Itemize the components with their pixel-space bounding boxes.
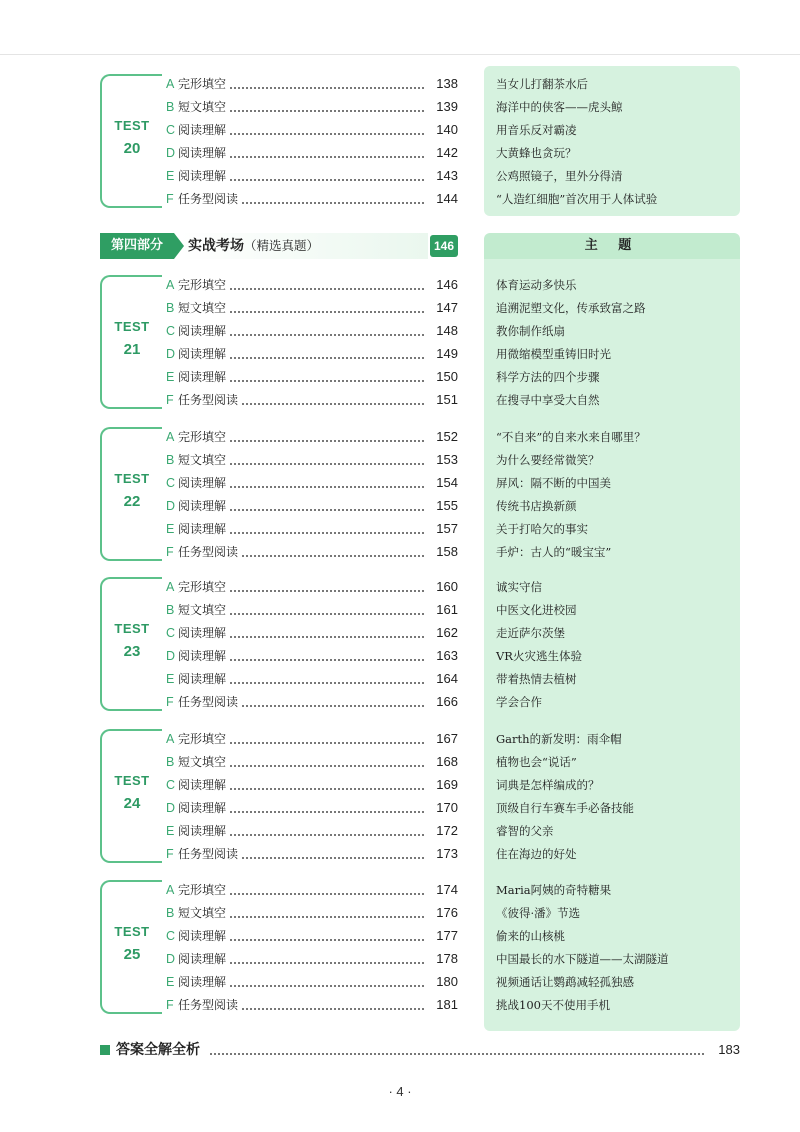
row-title: 完形填空 bbox=[178, 427, 228, 447]
toc-row[interactable] bbox=[166, 450, 458, 470]
leader-dots bbox=[226, 985, 424, 987]
leader-dots bbox=[226, 765, 424, 767]
answer-title: 答案全解全析 bbox=[116, 1040, 204, 1060]
topic-item: 用音乐反对霸凌 bbox=[496, 123, 577, 137]
row-page: 160 bbox=[436, 579, 458, 594]
row-letter: D bbox=[166, 499, 176, 513]
toc-row[interactable] bbox=[166, 390, 458, 410]
toc-row[interactable] bbox=[166, 669, 458, 689]
leader-dots bbox=[226, 509, 424, 511]
row-page: 142 bbox=[436, 145, 458, 160]
leader-dots bbox=[226, 1008, 424, 1010]
row-title: 完形填空 bbox=[178, 275, 228, 295]
toc-row[interactable] bbox=[166, 542, 458, 562]
row-title: 阅读理解 bbox=[178, 367, 228, 387]
row-page: 168 bbox=[436, 754, 458, 769]
test-number: 21 bbox=[123, 341, 141, 358]
topic-item: 《彼得·潘》节选 bbox=[496, 906, 581, 920]
leader-dots bbox=[226, 916, 424, 918]
toc-row[interactable] bbox=[166, 949, 458, 969]
toc-row[interactable] bbox=[166, 844, 458, 864]
row-letter: D bbox=[166, 952, 176, 966]
leader-dots bbox=[226, 788, 424, 790]
topic-item: 带着热情去植树 bbox=[496, 672, 577, 686]
row-letter: D bbox=[166, 649, 176, 663]
row-title: 短文填空 bbox=[178, 600, 228, 620]
row-letter: C bbox=[166, 626, 176, 640]
toc-row[interactable] bbox=[166, 752, 458, 772]
row-page: 180 bbox=[436, 974, 458, 989]
row-page: 161 bbox=[436, 602, 458, 617]
row-title: 阅读理解 bbox=[178, 344, 228, 364]
part-title bbox=[188, 233, 319, 259]
toc-row[interactable] bbox=[166, 577, 458, 597]
toc-row[interactable] bbox=[166, 74, 458, 94]
leader-dots bbox=[226, 659, 424, 661]
topic-item: 睿智的父亲 bbox=[496, 824, 554, 838]
row-title: 完形填空 bbox=[178, 880, 228, 900]
leader-dots bbox=[226, 440, 424, 442]
row-title: 任务型阅读 bbox=[178, 995, 240, 1015]
leader-dots bbox=[226, 486, 424, 488]
leader-dots bbox=[226, 893, 424, 895]
test-tab bbox=[100, 427, 162, 561]
leader-dots bbox=[226, 156, 424, 158]
toc-row[interactable] bbox=[166, 600, 458, 620]
test-tab bbox=[100, 880, 162, 1014]
row-page: 173 bbox=[436, 846, 458, 861]
test-number: 24 bbox=[123, 795, 141, 812]
row-title: 阅读理解 bbox=[178, 798, 228, 818]
leader-dots bbox=[226, 87, 424, 89]
theme-header: 主 题 bbox=[484, 233, 740, 259]
row-title: 阅读理解 bbox=[178, 496, 228, 516]
topic-item: 植物也会“说话” bbox=[496, 755, 577, 769]
leader-dots bbox=[226, 962, 424, 964]
toc-row[interactable] bbox=[166, 995, 458, 1015]
toc-row[interactable] bbox=[166, 880, 458, 900]
row-title: 任务型阅读 bbox=[178, 844, 240, 864]
row-page: 166 bbox=[436, 694, 458, 709]
leader-dots bbox=[226, 834, 424, 836]
row-title: 完形填空 bbox=[178, 577, 228, 597]
row-letter: A bbox=[166, 580, 175, 594]
leader-dots bbox=[226, 590, 424, 592]
leader-dots bbox=[226, 133, 424, 135]
toc-row[interactable] bbox=[166, 692, 458, 712]
test-label: TEST bbox=[114, 621, 150, 636]
row-letter: A bbox=[166, 77, 175, 91]
row-title: 阅读理解 bbox=[178, 143, 228, 163]
row-page: 157 bbox=[436, 521, 458, 536]
topic-item: “人造红细胞”首次用于人体试验 bbox=[496, 192, 658, 206]
topic-item: 海洋中的侠客——虎头鲸 bbox=[496, 100, 623, 114]
row-letter: A bbox=[166, 883, 175, 897]
topic-item: VR火灾逃生体验 bbox=[496, 649, 582, 663]
row-title: 任务型阅读 bbox=[178, 390, 240, 410]
toc-row[interactable] bbox=[166, 496, 458, 516]
test-label: TEST bbox=[114, 319, 150, 334]
leader-dots bbox=[226, 811, 424, 813]
toc-row[interactable] bbox=[166, 97, 458, 117]
topic-item: 为什么要经常微笑？ bbox=[496, 453, 600, 467]
topic-item: 公鸡照镜子，里外分得清 bbox=[496, 169, 623, 183]
leader-dots bbox=[226, 857, 424, 859]
row-page: 163 bbox=[436, 648, 458, 663]
row-title: 短文填空 bbox=[178, 97, 228, 117]
topic-item: 中医文化进校园 bbox=[496, 603, 577, 617]
row-page: 167 bbox=[436, 731, 458, 746]
row-letter: B bbox=[166, 906, 175, 920]
test-tab bbox=[100, 74, 162, 208]
row-title: 阅读理解 bbox=[178, 972, 228, 992]
row-title: 阅读理解 bbox=[178, 926, 228, 946]
part-page: 146 bbox=[430, 235, 458, 257]
row-page: 147 bbox=[436, 300, 458, 315]
topic-item: Garth的新发明：雨伞帽 bbox=[496, 732, 622, 746]
toc-row[interactable] bbox=[166, 427, 458, 447]
row-letter: A bbox=[166, 430, 175, 444]
test-tab bbox=[100, 275, 162, 409]
row-letter: E bbox=[166, 169, 175, 183]
toc-row[interactable] bbox=[166, 903, 458, 923]
row-letter: E bbox=[166, 672, 175, 686]
toc-row[interactable] bbox=[166, 321, 458, 341]
row-page: 181 bbox=[436, 997, 458, 1012]
leader-dots bbox=[226, 403, 424, 405]
topic-item: 在搜寻中享受大自然 bbox=[496, 393, 600, 407]
square-bullet-icon bbox=[100, 1045, 110, 1055]
topic-item: 诚实守信 bbox=[496, 580, 542, 594]
topic-item: 体育运动多快乐 bbox=[496, 278, 577, 292]
row-page: 174 bbox=[436, 882, 458, 897]
row-title: 阅读理解 bbox=[178, 519, 228, 539]
leader-dots bbox=[226, 110, 424, 112]
row-letter: E bbox=[166, 824, 175, 838]
topic-item: 词典是怎样编成的？ bbox=[496, 778, 600, 792]
leader-dots bbox=[226, 939, 424, 941]
row-page: 148 bbox=[436, 323, 458, 338]
row-title: 阅读理解 bbox=[178, 949, 228, 969]
row-letter: C bbox=[166, 778, 176, 792]
row-title: 短文填空 bbox=[178, 903, 228, 923]
row-letter: E bbox=[166, 522, 175, 536]
row-letter: E bbox=[166, 370, 175, 384]
row-title: 阅读理解 bbox=[178, 120, 228, 140]
topic-item: 手炉：古人的“暖宝宝” bbox=[496, 545, 612, 559]
leader-dots bbox=[226, 179, 424, 181]
row-page: 172 bbox=[436, 823, 458, 838]
leader-dots bbox=[226, 636, 424, 638]
row-title: 阅读理解 bbox=[178, 669, 228, 689]
test-label: TEST bbox=[114, 773, 150, 788]
leader-dots bbox=[226, 532, 424, 534]
toc-row[interactable] bbox=[166, 298, 458, 318]
row-page: 138 bbox=[436, 76, 458, 91]
row-title: 阅读理解 bbox=[178, 321, 228, 341]
row-title: 阅读理解 bbox=[178, 473, 228, 493]
leader-dots bbox=[210, 1053, 704, 1055]
topic-item: 科学方法的四个步骤 bbox=[496, 370, 600, 384]
row-page: 164 bbox=[436, 671, 458, 686]
row-letter: C bbox=[166, 324, 176, 338]
row-letter: B bbox=[166, 301, 175, 315]
leader-dots bbox=[226, 334, 424, 336]
row-letter: B bbox=[166, 755, 175, 769]
test-label: TEST bbox=[114, 924, 150, 939]
row-page: 139 bbox=[436, 99, 458, 114]
row-letter: B bbox=[166, 100, 175, 114]
row-letter: F bbox=[166, 545, 174, 559]
row-page: 178 bbox=[436, 951, 458, 966]
topic-item: 用微缩模型重铸旧时光 bbox=[496, 347, 611, 361]
row-letter: E bbox=[166, 975, 175, 989]
topic-item: 当女儿打翻茶水后 bbox=[496, 77, 588, 91]
toc-row[interactable] bbox=[166, 646, 458, 666]
row-page: 149 bbox=[436, 346, 458, 361]
topic-item: 传统书店换新颜 bbox=[496, 499, 577, 513]
toc-row[interactable] bbox=[166, 344, 458, 364]
toc-row[interactable] bbox=[166, 775, 458, 795]
row-title: 任务型阅读 bbox=[178, 189, 240, 209]
topic-item: 挑战100天不使用手机 bbox=[496, 998, 610, 1012]
row-letter: C bbox=[166, 929, 176, 943]
row-letter: B bbox=[166, 603, 175, 617]
leader-dots bbox=[226, 311, 424, 313]
topic-item: 关于打哈欠的事实 bbox=[496, 522, 588, 536]
test-tab bbox=[100, 577, 162, 711]
part-subtitle: （精选真题） bbox=[244, 238, 320, 253]
row-letter: B bbox=[166, 453, 175, 467]
answer-page: 183 bbox=[718, 1042, 740, 1057]
leader-dots bbox=[226, 288, 424, 290]
row-title: 短文填空 bbox=[178, 752, 228, 772]
topic-item: 追溯泥塑文化，传承致富之路 bbox=[496, 301, 646, 315]
answer-section-row[interactable] bbox=[100, 1040, 740, 1060]
topic-item: Maria阿姨的奇特糖果 bbox=[496, 883, 612, 897]
test-label: TEST bbox=[114, 471, 150, 486]
row-title: 完形填空 bbox=[178, 729, 228, 749]
part-label: 第四部分 bbox=[100, 233, 174, 259]
row-title: 阅读理解 bbox=[178, 166, 228, 186]
leader-dots bbox=[226, 380, 424, 382]
part-arrow-icon bbox=[174, 233, 184, 259]
test-tab bbox=[100, 729, 162, 863]
row-title: 任务型阅读 bbox=[178, 542, 240, 562]
topic-item: 住在海边的好处 bbox=[496, 847, 577, 861]
row-title: 阅读理解 bbox=[178, 821, 228, 841]
row-letter: F bbox=[166, 192, 174, 206]
leader-dots bbox=[226, 705, 424, 707]
leader-dots bbox=[226, 202, 424, 204]
row-page: 170 bbox=[436, 800, 458, 815]
top-rule bbox=[0, 54, 800, 55]
row-letter: F bbox=[166, 695, 174, 709]
leader-dots bbox=[226, 463, 424, 465]
row-title: 短文填空 bbox=[178, 298, 228, 318]
toc-row[interactable] bbox=[166, 166, 458, 186]
toc-row[interactable] bbox=[166, 143, 458, 163]
test-number: 25 bbox=[123, 946, 141, 963]
test-number: 20 bbox=[123, 140, 141, 157]
row-page: 150 bbox=[436, 369, 458, 384]
row-page: 153 bbox=[436, 452, 458, 467]
toc-row[interactable] bbox=[166, 821, 458, 841]
row-page: 146 bbox=[436, 277, 458, 292]
row-page: 162 bbox=[436, 625, 458, 640]
toc-row[interactable] bbox=[166, 120, 458, 140]
row-title: 完形填空 bbox=[178, 74, 228, 94]
topic-panel-main bbox=[484, 259, 740, 1031]
row-page: 152 bbox=[436, 429, 458, 444]
toc-row[interactable] bbox=[166, 926, 458, 946]
toc-row[interactable] bbox=[166, 623, 458, 643]
leader-dots bbox=[226, 742, 424, 744]
row-page: 158 bbox=[436, 544, 458, 559]
row-letter: F bbox=[166, 847, 174, 861]
toc-row[interactable] bbox=[166, 519, 458, 539]
row-letter: D bbox=[166, 347, 176, 361]
page-number: · 4 · bbox=[388, 1084, 412, 1099]
row-page: 143 bbox=[436, 168, 458, 183]
toc-row[interactable] bbox=[166, 473, 458, 493]
row-letter: F bbox=[166, 998, 174, 1012]
row-page: 144 bbox=[436, 191, 458, 206]
part-title-text: 实战考场 bbox=[188, 238, 244, 254]
topic-item: “不自来”的自来水来自哪里？ bbox=[496, 430, 646, 444]
row-letter: D bbox=[166, 146, 176, 160]
row-letter: F bbox=[166, 393, 174, 407]
row-title: 阅读理解 bbox=[178, 623, 228, 643]
part-four-header[interactable] bbox=[100, 233, 458, 259]
row-page: 151 bbox=[436, 392, 458, 407]
test-number: 22 bbox=[123, 493, 141, 510]
row-letter: C bbox=[166, 476, 176, 490]
row-title: 短文填空 bbox=[178, 450, 228, 470]
topic-item: 顶级自行车赛车手必备技能 bbox=[496, 801, 634, 815]
test-label: TEST bbox=[114, 118, 150, 133]
leader-dots bbox=[226, 613, 424, 615]
row-letter: A bbox=[166, 732, 175, 746]
toc-row[interactable] bbox=[166, 798, 458, 818]
toc-row[interactable] bbox=[166, 189, 458, 209]
topic-item: 大黄蜂也贪玩？ bbox=[496, 146, 577, 160]
topic-item: 屏风：隔不断的中国美 bbox=[496, 476, 611, 490]
test-number: 23 bbox=[123, 643, 141, 660]
toc-row[interactable] bbox=[166, 972, 458, 992]
row-letter: A bbox=[166, 278, 175, 292]
leader-dots bbox=[226, 357, 424, 359]
row-letter: D bbox=[166, 801, 176, 815]
row-title: 阅读理解 bbox=[178, 646, 228, 666]
row-title: 任务型阅读 bbox=[178, 692, 240, 712]
row-letter: C bbox=[166, 123, 176, 137]
toc-row[interactable] bbox=[166, 367, 458, 387]
row-page: 169 bbox=[436, 777, 458, 792]
topic-item: 偷来的山核桃 bbox=[496, 929, 565, 943]
row-page: 177 bbox=[436, 928, 458, 943]
topic-item: 走近萨尔茨堡 bbox=[496, 626, 565, 640]
topic-item: 视频通话让鹦鹉减轻孤独感 bbox=[496, 975, 634, 989]
leader-dots bbox=[226, 555, 424, 557]
leader-dots bbox=[226, 682, 424, 684]
toc-row[interactable] bbox=[166, 729, 458, 749]
row-page: 176 bbox=[436, 905, 458, 920]
row-page: 154 bbox=[436, 475, 458, 490]
topic-panel-20 bbox=[484, 66, 740, 216]
toc-row[interactable] bbox=[166, 275, 458, 295]
row-title: 阅读理解 bbox=[178, 775, 228, 795]
topic-item: 教你制作纸扇 bbox=[496, 324, 565, 338]
topic-item: 学会合作 bbox=[496, 695, 542, 709]
topic-item: 中国最长的水下隧道——太湖隧道 bbox=[496, 952, 669, 966]
row-page: 155 bbox=[436, 498, 458, 513]
row-page: 140 bbox=[436, 122, 458, 137]
